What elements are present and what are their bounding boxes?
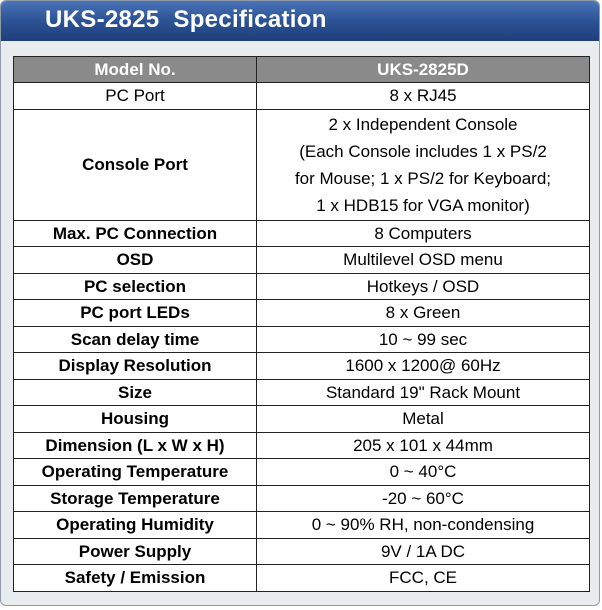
row-value: 8 x RJ45 xyxy=(257,83,590,110)
page-title: UKS-2825 Specification xyxy=(45,6,327,33)
row-label: Size xyxy=(14,379,257,406)
row-label: Storage Temperature xyxy=(14,485,257,512)
table-row xyxy=(14,565,590,592)
row-label: PC selection xyxy=(14,273,257,300)
row-value-line: 1 x HDB15 for VGA monitor) xyxy=(316,195,530,215)
table-row xyxy=(14,109,590,220)
table-row xyxy=(14,220,590,247)
table-row xyxy=(14,538,590,565)
row-value: 9V / 1A DC xyxy=(257,538,590,565)
row-label: Display Resolution xyxy=(14,353,257,380)
row-value: 8 x Green xyxy=(257,300,590,327)
table-row xyxy=(14,432,590,459)
row-value: 8 Computers xyxy=(257,220,590,247)
row-value-line: for Mouse; 1 x PS/2 for Keyboard; xyxy=(294,168,552,188)
table-row xyxy=(14,247,590,274)
column-header-model: Model No. xyxy=(14,57,257,83)
column-header-model-value: UKS-2825D xyxy=(257,57,590,83)
table-row xyxy=(14,326,590,353)
table-row xyxy=(14,83,590,110)
row-label: OSD xyxy=(14,247,257,274)
spec-table xyxy=(13,56,590,592)
row-label: Scan delay time xyxy=(14,326,257,353)
table-row xyxy=(14,379,590,406)
row-label: Operating Temperature xyxy=(14,459,257,486)
row-label: Dimension (L x W x H) xyxy=(14,432,257,459)
row-value: 10 ~ 99 sec xyxy=(257,326,590,353)
row-value: -20 ~ 60°C xyxy=(257,485,590,512)
row-label: Power Supply xyxy=(14,538,257,565)
table-row xyxy=(14,512,590,539)
row-value: Multilevel OSD menu xyxy=(257,247,590,274)
title-bar xyxy=(1,1,599,41)
row-value: 0 ~ 90% RH, non-condensing xyxy=(257,512,590,539)
row-label: Console Port xyxy=(14,109,257,220)
table-row xyxy=(14,273,590,300)
row-value: 1600 x 1200@ 60Hz xyxy=(257,353,590,380)
table-row xyxy=(14,459,590,486)
row-value-line: (Each Console includes 1 x PS/2 xyxy=(299,141,547,161)
row-label: Safety / Emission xyxy=(14,565,257,592)
row-label: Operating Humidity xyxy=(14,512,257,539)
table-header-row xyxy=(14,57,590,83)
row-value-line: 2 x Independent Console xyxy=(328,114,518,134)
row-value: Metal xyxy=(257,406,590,433)
row-label: Housing xyxy=(14,406,257,433)
row-value: 205 x 101 x 44mm xyxy=(257,432,590,459)
row-value xyxy=(257,109,590,220)
row-label: Max. PC Connection xyxy=(14,220,257,247)
row-value: 0 ~ 40°C xyxy=(257,459,590,486)
table-row xyxy=(14,300,590,327)
table-row xyxy=(14,485,590,512)
row-label: PC Port xyxy=(14,83,257,110)
row-value: FCC, CE xyxy=(257,565,590,592)
row-label: PC port LEDs xyxy=(14,300,257,327)
row-value: Standard 19" Rack Mount xyxy=(257,379,590,406)
row-value: Hotkeys / OSD xyxy=(257,273,590,300)
table-row xyxy=(14,353,590,380)
table-row xyxy=(14,406,590,433)
